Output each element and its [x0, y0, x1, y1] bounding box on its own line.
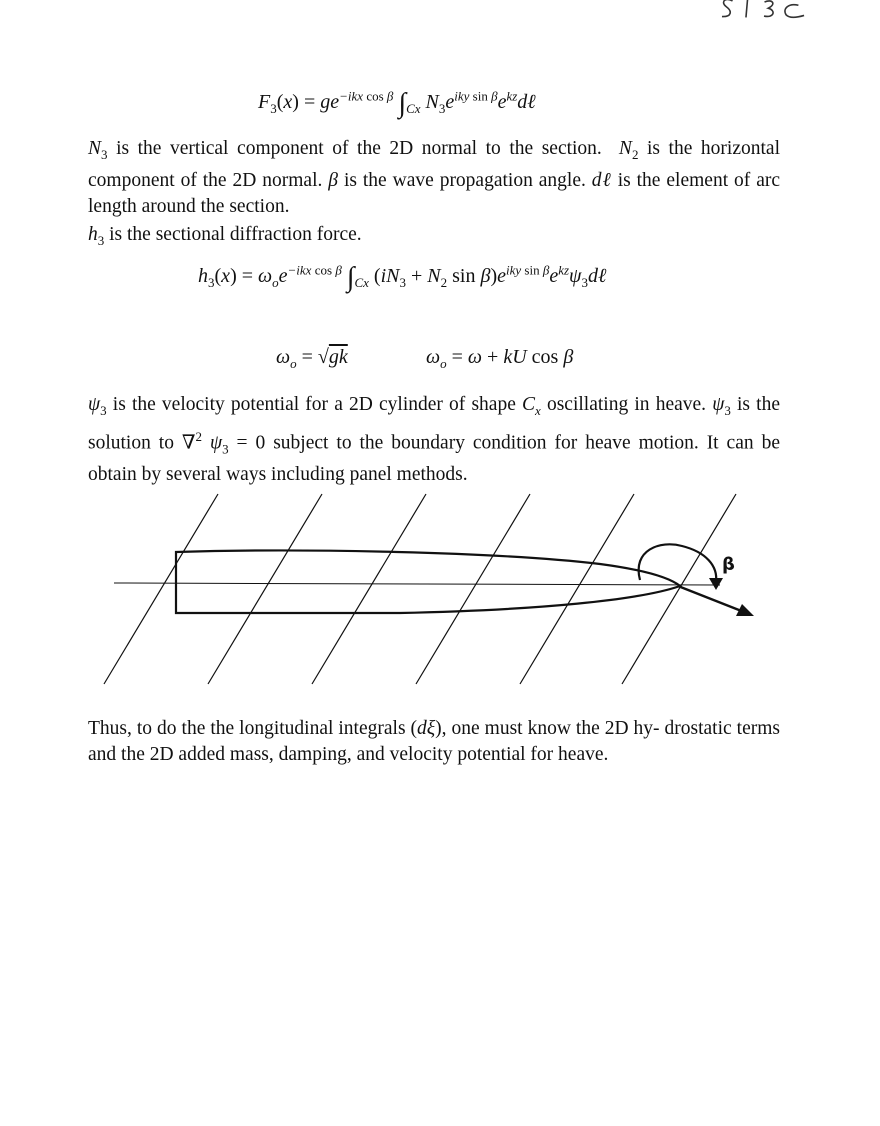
- beta-angle-label: β: [722, 554, 735, 575]
- hull-outline: [176, 551, 680, 614]
- centerline: [114, 583, 720, 585]
- paragraph-normals: $N_3$ is the vertical component of the 2D normal to the section. $N_2$ is the horizontal component of the 2D normal. β is the wave propagation angle. dℓ is the element of arc length around the section.: [88, 138, 781, 217]
- wave-crest-line: [520, 494, 634, 684]
- equation-f3-text: [0, 0, 1, 1]
- wave-crest-line: [622, 494, 736, 684]
- wave-crest-line: [416, 494, 530, 684]
- handwritten-page-mark: [717, 0, 808, 39]
- paragraph-diffraction-force: $h_3$ is the sectional diffraction force.: [88, 224, 362, 248]
- wave-crest-line: [312, 494, 426, 684]
- wave-crest-line: [208, 494, 322, 684]
- equation-omega-deep-water: $\omega_o = √gk$: [276, 346, 348, 371]
- equation-omega-encounter: $\omega_o = \omega$ + kU cos β: [426, 346, 574, 371]
- wave-heading-figure: [100, 490, 770, 690]
- wave-crest-line: [104, 494, 218, 684]
- equation-f3: $F_3(x) = ge^{-ikx cos \beta}$ $\int_{Cx}$ $N_3e^{iky sin \beta}e^{kz}d\ell$: [258, 88, 536, 119]
- paragraph-longitudinal-integrals: Thus, to do the the longitudinal integrals (dξ), one must know the 2D hy- drostatic terms and the 2D added mass, damping, and velocity potential for heave.: [88, 718, 780, 765]
- wave-crest-lines: [104, 494, 736, 684]
- wave-direction-arrow: [678, 586, 744, 612]
- paragraph-velocity-potential: $\psi_3$ is the velocity potential for a 2D cylinder of shape $C_x$ oscillating in heave. $\psi_3$ is the solution to ∇$^2$ $\psi_3 = 0$ subject to the boundary condition for heave motion. It can be obtain by several ways including panel methods.: [88, 394, 780, 486]
- beta-arc-arrowhead: [709, 578, 723, 590]
- beta-angle-arc: [639, 544, 717, 582]
- equation-h3: $h_3(x) = \omega_oe^{-ikx cos \beta}$ $\int_{Cx}$ ($iN_3 + N_2$ $\sin \beta)e^{iky sin \beta}e^{kz}\psi_3d\ell$: [198, 262, 607, 293]
